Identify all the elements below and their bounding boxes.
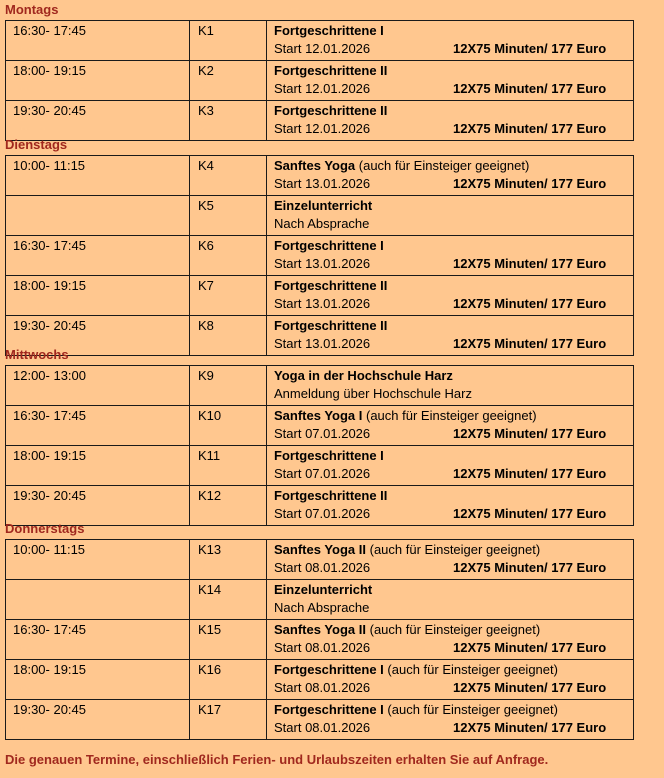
course-start: Start 12.01.2026: [274, 81, 371, 96]
course-price: 12X75 Minuten/ 177 Euro: [453, 680, 607, 695]
course-note: (auch für Einsteiger geeignet): [383, 702, 558, 717]
course-code: K4: [190, 156, 267, 196]
course-title-line: [274, 661, 633, 679]
course-title-line: [274, 197, 633, 215]
course-code: K2: [190, 61, 267, 101]
course-title: Fortgeschrittene I: [274, 702, 384, 717]
course-time: 19:30- 20:45: [6, 316, 190, 356]
course-details: [267, 316, 634, 356]
course-title-line: [274, 487, 633, 505]
course-price: 12X75 Minuten/ 177 Euro: [453, 336, 607, 351]
course-price: 12X75 Minuten/ 177 Euro: [453, 560, 607, 575]
course-time: [6, 580, 190, 620]
course-title-line: [274, 621, 633, 639]
course-time: 12:00- 13:00: [6, 366, 190, 406]
course-title-line: [274, 447, 633, 465]
day-heading: Montags: [5, 2, 59, 17]
course-price: 12X75 Minuten/ 177 Euro: [453, 41, 607, 56]
course-note: (auch für Einsteiger geeignet): [366, 622, 541, 637]
course-details: [267, 580, 634, 620]
course-note: (auch für Einsteiger geeignet): [383, 662, 558, 677]
course-price: 12X75 Minuten/ 177 Euro: [453, 296, 607, 311]
course-start: Start 08.01.2026: [274, 560, 371, 575]
course-code: K9: [190, 366, 267, 406]
course-title-line: [274, 317, 633, 335]
course-start: Start 12.01.2026: [274, 41, 371, 56]
course-code: K6: [190, 236, 267, 276]
course-title: Einzelunterricht: [274, 582, 373, 597]
course-title-line: [274, 22, 633, 40]
course-row: [6, 580, 634, 620]
course-start: Start 08.01.2026: [274, 680, 371, 695]
course-code: K17: [190, 700, 267, 740]
course-start: Start 08.01.2026: [274, 720, 371, 735]
course-info-line: [274, 385, 633, 403]
course-title-line: [274, 581, 633, 599]
course-start: Start 07.01.2026: [274, 466, 371, 481]
course-row: [6, 540, 634, 580]
course-code: K15: [190, 620, 267, 660]
course-price: 12X75 Minuten/ 177 Euro: [453, 506, 607, 521]
course-title-line: [274, 237, 633, 255]
course-title: Sanftes Yoga: [274, 158, 356, 173]
course-row: [6, 620, 634, 660]
course-time: 16:30- 17:45: [6, 236, 190, 276]
course-time: [6, 196, 190, 236]
course-title-line: [274, 367, 633, 385]
course-title: Fortgeschrittene II: [274, 103, 388, 118]
course-title: Fortgeschrittene II: [274, 318, 388, 333]
course-info-line: [274, 80, 633, 98]
course-time: 19:30- 20:45: [6, 101, 190, 141]
course-price: 12X75 Minuten/ 177 Euro: [453, 426, 607, 441]
course-price: 12X75 Minuten/ 177 Euro: [453, 81, 607, 96]
course-code: K14: [190, 580, 267, 620]
course-title: Yoga in der Hochschule Harz: [274, 368, 453, 383]
course-code: K8: [190, 316, 267, 356]
course-info-line: [274, 120, 633, 138]
course-price: 12X75 Minuten/ 177 Euro: [453, 176, 607, 191]
course-details: [267, 620, 634, 660]
course-info-line: [274, 559, 633, 577]
course-title: Sanftes Yoga II: [274, 622, 366, 637]
course-details: [267, 540, 634, 580]
course-details: [267, 156, 634, 196]
course-code: K16: [190, 660, 267, 700]
course-row: [6, 276, 634, 316]
course-row: [6, 446, 634, 486]
course-code: K13: [190, 540, 267, 580]
course-code: K10: [190, 406, 267, 446]
course-row: [6, 61, 634, 101]
course-details: [267, 660, 634, 700]
course-start: Start 13.01.2026: [274, 256, 371, 271]
course-price: 12X75 Minuten/ 177 Euro: [453, 256, 607, 271]
course-price: 12X75 Minuten/ 177 Euro: [453, 466, 607, 481]
course-start: Start 12.01.2026: [274, 121, 371, 136]
course-info-line: [274, 599, 633, 617]
course-code: K5: [190, 196, 267, 236]
course-details: [267, 486, 634, 526]
course-start: Nach Absprache: [274, 216, 370, 231]
course-start: Nach Absprache: [274, 600, 370, 615]
course-details: [267, 236, 634, 276]
course-start: Start 07.01.2026: [274, 506, 371, 521]
course-details: [267, 366, 634, 406]
course-row: [6, 101, 634, 141]
course-details: [267, 196, 634, 236]
course-start: Anmeldung über Hochschule Harz: [274, 386, 472, 401]
course-table: [5, 365, 634, 526]
course-title-line: [274, 62, 633, 80]
course-title-line: [274, 541, 633, 559]
course-title: Fortgeschrittene I: [274, 662, 384, 677]
course-title: Fortgeschrittene I: [274, 448, 384, 463]
course-start: Start 13.01.2026: [274, 296, 371, 311]
course-title-line: [274, 102, 633, 120]
course-time: 18:00- 19:15: [6, 660, 190, 700]
course-start: Start 07.01.2026: [274, 426, 371, 441]
course-info-line: [274, 215, 633, 233]
course-row: [6, 406, 634, 446]
course-start: Start 13.01.2026: [274, 176, 371, 191]
course-table: [5, 20, 634, 141]
course-time: 10:00- 11:15: [6, 156, 190, 196]
course-price: 12X75 Minuten/ 177 Euro: [453, 720, 607, 735]
course-time: 16:30- 17:45: [6, 620, 190, 660]
course-row: [6, 316, 634, 356]
course-info-line: [274, 335, 633, 353]
course-time: 16:30- 17:45: [6, 21, 190, 61]
day-heading: Mittwochs: [5, 347, 69, 362]
course-start: Start 08.01.2026: [274, 640, 371, 655]
course-row: [6, 156, 634, 196]
course-code: K3: [190, 101, 267, 141]
course-title-line: [274, 701, 633, 719]
course-row: [6, 486, 634, 526]
course-code: K12: [190, 486, 267, 526]
course-title-line: [274, 277, 633, 295]
course-note: (auch für Einsteiger geeignet): [366, 542, 541, 557]
course-details: [267, 61, 634, 101]
course-info-line: [274, 505, 633, 523]
course-info-line: [274, 255, 633, 273]
course-time: 16:30- 17:45: [6, 406, 190, 446]
course-note: (auch für Einsteiger geeignet): [362, 408, 537, 423]
course-table: [5, 155, 634, 356]
course-row: [6, 366, 634, 406]
course-time: 10:00- 11:15: [6, 540, 190, 580]
course-row: [6, 660, 634, 700]
course-title: Sanftes Yoga II: [274, 542, 366, 557]
course-title: Fortgeschrittene I: [274, 238, 384, 253]
course-price: 12X75 Minuten/ 177 Euro: [453, 640, 607, 655]
course-row: [6, 21, 634, 61]
course-note: (auch für Einsteiger geeignet): [355, 158, 530, 173]
course-title-line: [274, 157, 633, 175]
course-row: [6, 236, 634, 276]
course-info-line: [274, 639, 633, 657]
course-details: [267, 276, 634, 316]
course-details: [267, 446, 634, 486]
course-time: 19:30- 20:45: [6, 700, 190, 740]
course-title: Fortgeschrittene II: [274, 488, 388, 503]
course-price: 12X75 Minuten/ 177 Euro: [453, 121, 607, 136]
course-info-line: [274, 465, 633, 483]
course-title: Fortgeschrittene II: [274, 278, 388, 293]
course-time: 18:00- 19:15: [6, 61, 190, 101]
course-info-line: [274, 40, 633, 58]
course-details: [267, 700, 634, 740]
course-row: [6, 196, 634, 236]
course-info-line: [274, 175, 633, 193]
course-details: [267, 101, 634, 141]
footer-note: Die genauen Termine, einschließlich Ferien- und Urlaubszeiten erhalten Sie auf Anfrage.: [5, 752, 549, 767]
course-code: K7: [190, 276, 267, 316]
course-row: [6, 700, 634, 740]
course-title: Fortgeschrittene II: [274, 63, 388, 78]
course-time: 18:00- 19:15: [6, 276, 190, 316]
day-heading: Dienstags: [5, 137, 68, 152]
course-info-line: [274, 719, 633, 737]
course-time: 18:00- 19:15: [6, 446, 190, 486]
course-title: Einzelunterricht: [274, 198, 373, 213]
course-info-line: [274, 679, 633, 697]
course-time: 19:30- 20:45: [6, 486, 190, 526]
course-title-line: [274, 407, 633, 425]
course-start: Start 13.01.2026: [274, 336, 371, 351]
course-code: K1: [190, 21, 267, 61]
course-info-line: [274, 295, 633, 313]
course-code: K11: [190, 446, 267, 486]
day-heading: Donnerstags: [5, 521, 85, 536]
course-info-line: [274, 425, 633, 443]
course-table: [5, 539, 634, 740]
course-details: [267, 21, 634, 61]
course-details: [267, 406, 634, 446]
course-title: Sanftes Yoga I: [274, 408, 363, 423]
course-title: Fortgeschrittene I: [274, 23, 384, 38]
